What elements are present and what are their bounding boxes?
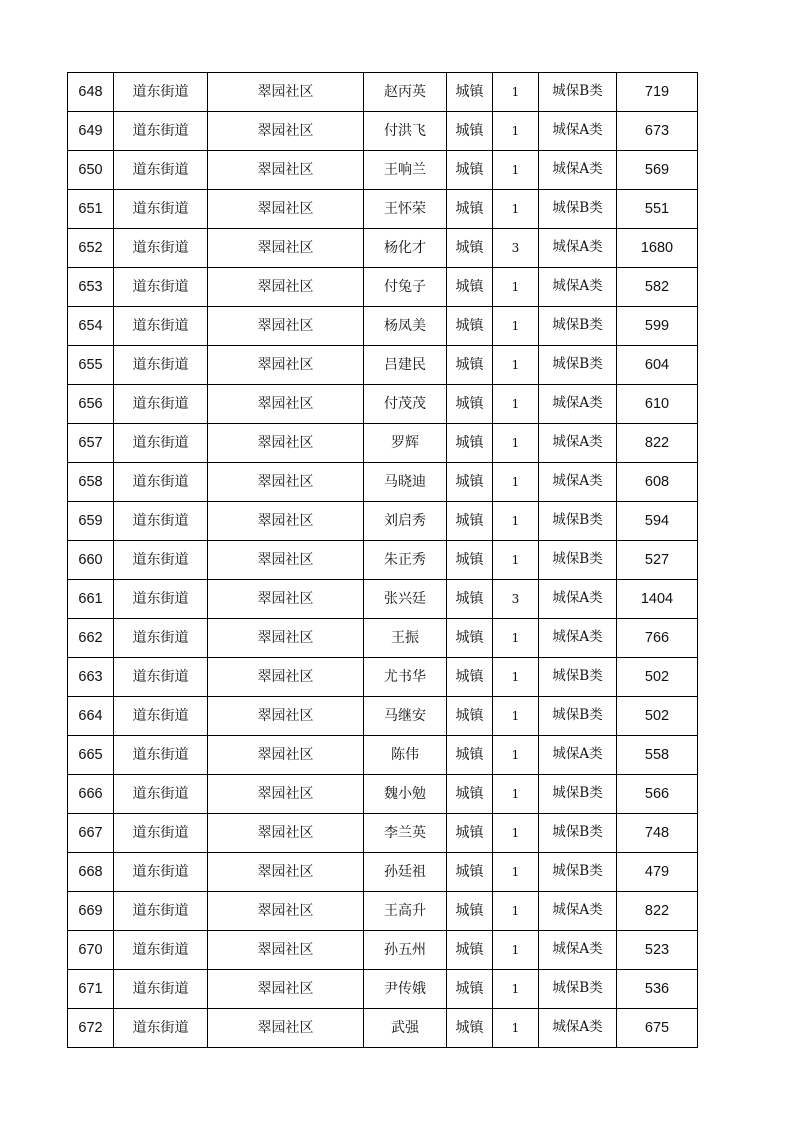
amount-cell: 566 — [617, 775, 698, 814]
table-row — [68, 112, 698, 151]
insurance-category-cell: 城保B类 — [539, 73, 617, 112]
residence-type-cell: 城镇 — [447, 853, 493, 892]
street-cell: 道东街道 — [114, 619, 208, 658]
amount-cell: 822 — [617, 424, 698, 463]
amount-cell: 719 — [617, 73, 698, 112]
amount-cell: 536 — [617, 970, 698, 1009]
table-row — [68, 814, 698, 853]
person-name-cell: 杨凤美 — [364, 307, 447, 346]
street-cell: 道东街道 — [114, 151, 208, 190]
table-row — [68, 190, 698, 229]
community-cell: 翠园社区 — [208, 1009, 364, 1048]
household-size-cell: 1 — [493, 307, 539, 346]
table-row — [68, 931, 698, 970]
household-size-cell: 3 — [493, 580, 539, 619]
residence-type-cell: 城镇 — [447, 424, 493, 463]
person-name-cell: 王振 — [364, 619, 447, 658]
amount-cell: 675 — [617, 1009, 698, 1048]
community-cell: 翠园社区 — [208, 619, 364, 658]
person-name-cell: 吕建民 — [364, 346, 447, 385]
row-number-cell: 670 — [68, 931, 114, 970]
amount-cell: 766 — [617, 619, 698, 658]
insurance-category-cell: 城保A类 — [539, 736, 617, 775]
table-row — [68, 307, 698, 346]
row-number-cell: 661 — [68, 580, 114, 619]
person-name-cell: 马晓迪 — [364, 463, 447, 502]
table-row — [68, 463, 698, 502]
insurance-category-cell: 城保B类 — [539, 814, 617, 853]
household-size-cell: 1 — [493, 658, 539, 697]
community-cell: 翠园社区 — [208, 73, 364, 112]
residence-type-cell: 城镇 — [447, 190, 493, 229]
table-row — [68, 658, 698, 697]
community-cell: 翠园社区 — [208, 736, 364, 775]
table-row — [68, 229, 698, 268]
community-cell: 翠园社区 — [208, 190, 364, 229]
street-cell: 道东街道 — [114, 931, 208, 970]
household-size-cell: 1 — [493, 112, 539, 151]
residence-type-cell: 城镇 — [447, 580, 493, 619]
residence-type-cell: 城镇 — [447, 697, 493, 736]
street-cell: 道东街道 — [114, 658, 208, 697]
person-name-cell: 陈伟 — [364, 736, 447, 775]
street-cell: 道东街道 — [114, 892, 208, 931]
insurance-category-cell: 城保B类 — [539, 775, 617, 814]
insurance-category-cell: 城保A类 — [539, 385, 617, 424]
table-row — [68, 502, 698, 541]
row-number-cell: 648 — [68, 73, 114, 112]
person-name-cell: 赵丙英 — [364, 73, 447, 112]
household-size-cell: 1 — [493, 385, 539, 424]
household-size-cell: 1 — [493, 853, 539, 892]
insurance-category-cell: 城保A类 — [539, 268, 617, 307]
household-size-cell: 1 — [493, 73, 539, 112]
community-cell: 翠园社区 — [208, 853, 364, 892]
street-cell: 道东街道 — [114, 268, 208, 307]
community-cell: 翠园社区 — [208, 658, 364, 697]
person-name-cell: 王怀荣 — [364, 190, 447, 229]
row-number-cell: 672 — [68, 1009, 114, 1048]
street-cell: 道东街道 — [114, 346, 208, 385]
row-number-cell: 655 — [68, 346, 114, 385]
insurance-category-cell: 城保A类 — [539, 619, 617, 658]
row-number-cell: 664 — [68, 697, 114, 736]
row-number-cell: 668 — [68, 853, 114, 892]
residence-type-cell: 城镇 — [447, 619, 493, 658]
street-cell: 道东街道 — [114, 385, 208, 424]
amount-cell: 594 — [617, 502, 698, 541]
amount-cell: 569 — [617, 151, 698, 190]
amount-cell: 502 — [617, 697, 698, 736]
residence-type-cell: 城镇 — [447, 541, 493, 580]
household-size-cell: 1 — [493, 346, 539, 385]
street-cell: 道东街道 — [114, 970, 208, 1009]
table-row — [68, 580, 698, 619]
household-size-cell: 1 — [493, 190, 539, 229]
street-cell: 道东街道 — [114, 424, 208, 463]
community-cell: 翠园社区 — [208, 775, 364, 814]
amount-cell: 527 — [617, 541, 698, 580]
person-name-cell: 武强 — [364, 1009, 447, 1048]
person-name-cell: 罗辉 — [364, 424, 447, 463]
community-cell: 翠园社区 — [208, 931, 364, 970]
community-cell: 翠园社区 — [208, 112, 364, 151]
person-name-cell: 王响兰 — [364, 151, 447, 190]
row-number-cell: 671 — [68, 970, 114, 1009]
amount-cell: 523 — [617, 931, 698, 970]
insurance-category-cell: 城保A类 — [539, 151, 617, 190]
community-cell: 翠园社区 — [208, 229, 364, 268]
community-cell: 翠园社区 — [208, 151, 364, 190]
insurance-category-cell: 城保A类 — [539, 463, 617, 502]
row-number-cell: 667 — [68, 814, 114, 853]
insurance-category-cell: 城保A类 — [539, 229, 617, 268]
row-number-cell: 669 — [68, 892, 114, 931]
household-size-cell: 1 — [493, 151, 539, 190]
table-row — [68, 424, 698, 463]
residence-type-cell: 城镇 — [447, 502, 493, 541]
household-size-cell: 1 — [493, 463, 539, 502]
residence-type-cell: 城镇 — [447, 814, 493, 853]
insurance-category-cell: 城保A类 — [539, 424, 617, 463]
amount-cell: 1680 — [617, 229, 698, 268]
person-name-cell: 尹传娥 — [364, 970, 447, 1009]
community-cell: 翠园社区 — [208, 307, 364, 346]
residence-type-cell: 城镇 — [447, 775, 493, 814]
street-cell: 道东街道 — [114, 580, 208, 619]
row-number-cell: 653 — [68, 268, 114, 307]
street-cell: 道东街道 — [114, 502, 208, 541]
community-cell: 翠园社区 — [208, 970, 364, 1009]
table-row — [68, 346, 698, 385]
person-name-cell: 魏小勉 — [364, 775, 447, 814]
row-number-cell: 659 — [68, 502, 114, 541]
community-cell: 翠园社区 — [208, 424, 364, 463]
household-size-cell: 1 — [493, 931, 539, 970]
row-number-cell: 663 — [68, 658, 114, 697]
street-cell: 道东街道 — [114, 463, 208, 502]
insurance-category-cell: 城保B类 — [539, 190, 617, 229]
residence-type-cell: 城镇 — [447, 346, 493, 385]
residence-type-cell: 城镇 — [447, 970, 493, 1009]
residence-type-cell: 城镇 — [447, 268, 493, 307]
person-name-cell: 李兰英 — [364, 814, 447, 853]
community-cell: 翠园社区 — [208, 385, 364, 424]
household-size-cell: 1 — [493, 541, 539, 580]
street-cell: 道东街道 — [114, 736, 208, 775]
amount-cell: 822 — [617, 892, 698, 931]
person-name-cell: 孙五州 — [364, 931, 447, 970]
table-row — [68, 736, 698, 775]
amount-cell: 748 — [617, 814, 698, 853]
table-row — [68, 151, 698, 190]
community-cell: 翠园社区 — [208, 814, 364, 853]
row-number-cell: 657 — [68, 424, 114, 463]
amount-cell: 551 — [617, 190, 698, 229]
person-name-cell: 张兴廷 — [364, 580, 447, 619]
amount-cell: 502 — [617, 658, 698, 697]
residence-type-cell: 城镇 — [447, 463, 493, 502]
street-cell: 道东街道 — [114, 697, 208, 736]
table-row — [68, 619, 698, 658]
street-cell: 道东街道 — [114, 112, 208, 151]
insurance-category-cell: 城保B类 — [539, 970, 617, 1009]
household-size-cell: 1 — [493, 814, 539, 853]
row-number-cell: 650 — [68, 151, 114, 190]
residence-type-cell: 城镇 — [447, 736, 493, 775]
community-cell: 翠园社区 — [208, 697, 364, 736]
person-name-cell: 付茂茂 — [364, 385, 447, 424]
person-name-cell: 孙廷祖 — [364, 853, 447, 892]
street-cell: 道东街道 — [114, 229, 208, 268]
table-row — [68, 1009, 698, 1048]
table-row — [68, 970, 698, 1009]
insurance-category-cell: 城保A类 — [539, 1009, 617, 1048]
residence-type-cell: 城镇 — [447, 658, 493, 697]
street-cell: 道东街道 — [114, 307, 208, 346]
person-name-cell: 朱正秀 — [364, 541, 447, 580]
household-size-cell: 1 — [493, 424, 539, 463]
street-cell: 道东街道 — [114, 814, 208, 853]
table-row — [68, 775, 698, 814]
household-size-cell: 1 — [493, 970, 539, 1009]
insurance-category-cell: 城保A类 — [539, 112, 617, 151]
person-name-cell: 付洪飞 — [364, 112, 447, 151]
community-cell: 翠园社区 — [208, 892, 364, 931]
street-cell: 道东街道 — [114, 775, 208, 814]
table-row — [68, 385, 698, 424]
community-cell: 翠园社区 — [208, 541, 364, 580]
residence-type-cell: 城镇 — [447, 385, 493, 424]
household-size-cell: 1 — [493, 619, 539, 658]
residence-type-cell: 城镇 — [447, 112, 493, 151]
person-name-cell: 杨化才 — [364, 229, 447, 268]
person-name-cell: 付兔子 — [364, 268, 447, 307]
person-name-cell: 王高升 — [364, 892, 447, 931]
insurance-category-cell: 城保B类 — [539, 307, 617, 346]
amount-cell: 604 — [617, 346, 698, 385]
residence-type-cell: 城镇 — [447, 307, 493, 346]
insurance-category-cell: 城保B类 — [539, 346, 617, 385]
insurance-category-cell: 城保B类 — [539, 658, 617, 697]
household-size-cell: 1 — [493, 268, 539, 307]
residence-type-cell: 城镇 — [447, 151, 493, 190]
insurance-category-cell: 城保B类 — [539, 541, 617, 580]
row-number-cell: 649 — [68, 112, 114, 151]
amount-cell: 1404 — [617, 580, 698, 619]
amount-cell: 558 — [617, 736, 698, 775]
person-name-cell: 刘启秀 — [364, 502, 447, 541]
community-cell: 翠园社区 — [208, 502, 364, 541]
row-number-cell: 654 — [68, 307, 114, 346]
amount-cell: 479 — [617, 853, 698, 892]
household-size-cell: 1 — [493, 502, 539, 541]
table-row — [68, 73, 698, 112]
row-number-cell: 662 — [68, 619, 114, 658]
row-number-cell: 652 — [68, 229, 114, 268]
amount-cell: 608 — [617, 463, 698, 502]
table-row — [68, 541, 698, 580]
table-row — [68, 853, 698, 892]
residence-type-cell: 城镇 — [447, 892, 493, 931]
residence-type-cell: 城镇 — [447, 1009, 493, 1048]
beneficiary-table — [67, 72, 698, 1048]
insurance-category-cell: 城保A类 — [539, 892, 617, 931]
person-name-cell: 尤书华 — [364, 658, 447, 697]
insurance-category-cell: 城保B类 — [539, 853, 617, 892]
household-size-cell: 1 — [493, 1009, 539, 1048]
household-size-cell: 1 — [493, 892, 539, 931]
table-row — [68, 892, 698, 931]
amount-cell: 599 — [617, 307, 698, 346]
residence-type-cell: 城镇 — [447, 931, 493, 970]
insurance-category-cell: 城保B类 — [539, 697, 617, 736]
residence-type-cell: 城镇 — [447, 229, 493, 268]
insurance-category-cell: 城保A类 — [539, 580, 617, 619]
amount-cell: 610 — [617, 385, 698, 424]
row-number-cell: 666 — [68, 775, 114, 814]
amount-cell: 673 — [617, 112, 698, 151]
street-cell: 道东街道 — [114, 541, 208, 580]
person-name-cell: 马继安 — [364, 697, 447, 736]
row-number-cell: 658 — [68, 463, 114, 502]
community-cell: 翠园社区 — [208, 346, 364, 385]
household-size-cell: 1 — [493, 736, 539, 775]
table-row — [68, 697, 698, 736]
street-cell: 道东街道 — [114, 73, 208, 112]
street-cell: 道东街道 — [114, 1009, 208, 1048]
household-size-cell: 3 — [493, 229, 539, 268]
community-cell: 翠园社区 — [208, 268, 364, 307]
street-cell: 道东街道 — [114, 853, 208, 892]
row-number-cell: 660 — [68, 541, 114, 580]
street-cell: 道东街道 — [114, 190, 208, 229]
row-number-cell: 665 — [68, 736, 114, 775]
insurance-category-cell: 城保B类 — [539, 502, 617, 541]
table-row — [68, 268, 698, 307]
household-size-cell: 1 — [493, 775, 539, 814]
household-size-cell: 1 — [493, 697, 539, 736]
amount-cell: 582 — [617, 268, 698, 307]
table-body — [68, 73, 698, 1048]
insurance-category-cell: 城保A类 — [539, 931, 617, 970]
row-number-cell: 656 — [68, 385, 114, 424]
residence-type-cell: 城镇 — [447, 73, 493, 112]
community-cell: 翠园社区 — [208, 463, 364, 502]
row-number-cell: 651 — [68, 190, 114, 229]
community-cell: 翠园社区 — [208, 580, 364, 619]
